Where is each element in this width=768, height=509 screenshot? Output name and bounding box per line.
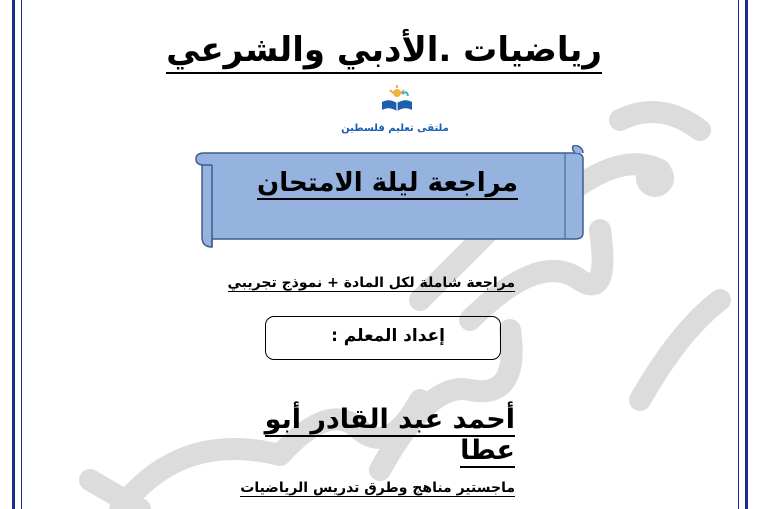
banner-title-text: مراجعة ليلة الامتحان bbox=[257, 168, 518, 198]
teacher-degree bbox=[220, 480, 515, 496]
page-border-left bbox=[12, 0, 22, 509]
book-logo-icon bbox=[380, 84, 414, 114]
subtitle-text: مراجعة شاملة لكل المادة + نموذج تجريبي bbox=[227, 275, 515, 291]
logo-text: ملتقى تعليم فلسطين bbox=[341, 123, 449, 134]
teacher-name-text: أحمد عبد القادر أبو عطا bbox=[264, 404, 515, 466]
teacher-name bbox=[230, 404, 515, 466]
banner-title bbox=[210, 168, 565, 198]
document-title bbox=[0, 30, 768, 70]
page-border-right bbox=[738, 0, 748, 509]
subtitle bbox=[200, 275, 515, 291]
document-title-text: رياضيات .الأدبي والشرعي bbox=[166, 30, 602, 74]
prepared-by-label: إعداد المعلم : bbox=[331, 326, 445, 346]
teacher-degree-text: ماجستير مناهج وطرق تدريس الرياضيات bbox=[240, 480, 515, 496]
